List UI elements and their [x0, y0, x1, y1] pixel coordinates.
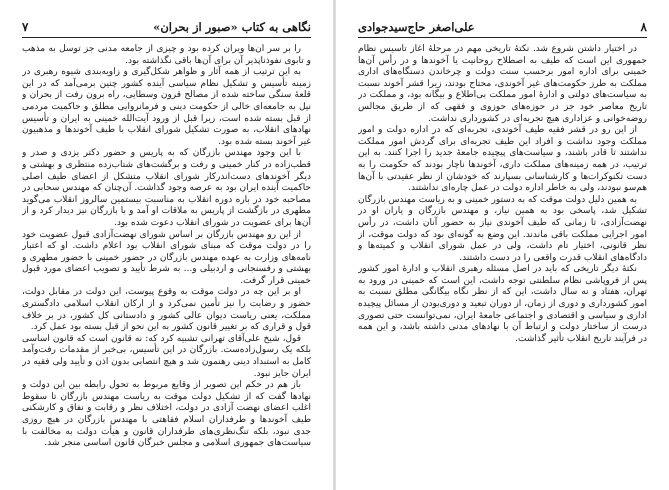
paragraph: به این ترتیب از همه آثار و ظواهر شکل‌گیری و زاویه‌بندی شیوه رهبری در زمینه تأسیس و تشکیل نظام سیاسی آینده کشور چنین برمی‌آمد که در این قلعهٔ سنگی ساخته شده از مصالح قرون وسطایی، راه برون رفت از بحران و نیل به جامعه‌ای خالی از حکومت دینی و فرمانروایی مطلق و حاکمیت مردمی از قبل بسته شده است، زیرا قبل از ورود آیت‌الله خمینی به ایران و تأسیس نهادهای انقلاب، به صورت تشکیل شورای انقلاب با طیف آخوندها و مذهبیون غیر آخوند بسته شده بود. — [22, 67, 311, 147]
paragraph: از این رو در قشر فقیه طیف آخوندی، تجربه‌ای که در اداره دولت و امور مملکت وجود نداشت و افراد این طیف تجربه‌ای برای گردش امور مملکت نداشتند تا قادر باشند، و سیاست‌های پیچیده جامعهٔ جدید را اجرا کنند. به این ترتیب، در همه زمینه‌های مملکت داری، آخوندها ناچار بودند که حکومت را به دست تکنوکرات‌ها و کارشناسانی بسپارند که خودشان از نظر عقیدتی با آن‌ها هم‌سو نبودند، ولی به خاطر اداره دولت در عمل چاره‌ای نداشتند. — [358, 125, 647, 194]
paragraph: نکتهٔ دیگر تاریخی که باید در اصل مسئله رهبری انقلاب و ادارهٔ امور کشور پس از فروپاشی نظام سلطنتی توجه داشت، این است که خمینی در ورود به تهران، هفتاد و نه سال داشت، این که از نظر نگاه بیگانگی مطلق نسبت به امور کشورداری و دوری از زمان، از دوران تبعید و دوری‌بودن از مسائل پیچیده اداری و سیاسی و اقتصادی و اجتماعی جامعهٔ ایران، نمی‌توانست حتی تصوری درست از ساختار دولت و ارتباط آن با نهادهای مدنی داشته باشد، و این همه در فرآیند تاریخ انقلاب تأثیر گذاشت. — [358, 264, 647, 344]
paragraph: را بر سر آن‌ها ویران کرده بود و چیزی از جامعه مدنی جز توسل به مذهب و تابوی نفوذناپذیر آن برای آن‌ها باقی نگذاشته بود. — [22, 44, 311, 66]
paragraph: به همین دلیل دولت موقت که به دستور خمینی و به ریاست مهندس بازرگان تشکیل شد، پاسخی بود به همین نیاز، و مهندس بازرگان و یاران او در نهضت‌آزادی، تا زمانی که طیف آخوندی نیاز به حضور آنان داشت، در رأس امور اجرایی مملکت باقی ماندند. این وضع به گونه‌ای بود که دولت موقت، از نظر قانونی، اختیار تام داشت، ولی در عمل شورای انقلاب و کمیته‌ها و دادگاه‌های انقلاب قدرت واقعی را در دست داشتند. — [358, 194, 647, 263]
page-number: ۸ — [640, 20, 647, 34]
running-title: نگاهی به کتاب «صبور از بحران» — [153, 20, 311, 34]
right-page-body — [358, 44, 647, 484]
paragraph: او بر این چه در دولت موقت به وقوع پیوست، این دولت در مقابل دولت، حضور و رضایت را نیز تأمین نمی‌کرد و از ارکان انقلاب اسلامی دادگستری مملکت، یعنی ریاست دیوان عالی کشور و دادستانی کل کشور، در بر خلاف قول و قراری که بر تغییر قانون کشور به این نحو از قبل بسته بود عمل کرد. — [22, 287, 311, 333]
paragraph: با این وجود مهندس بازرگان که به پاریس و حضور دکتر یزدی و صدر و قطب‌زاده در کنار خمینی و رفت و برگشت‌های شتاب‌زده منتظری و بهشتی و دیگر آخوندهای دست‌اندرکار شورای انقلاب متشکل از اعضای طیف اصلی حاکمیت آینده ایران بود به عرصه وجود گذاشت. آن‌چنان که مهندس سحابی در مصاحبه خود در باره دوره انقلاب به مناسبت بیستمین سالروز انقلاب می‌گوید مطهری در بازگشت از پاریس به ملاقات او آمد و با بازرگان نیز دیدار کرد و از آن‌ها برای عضویت در شورای انقلاب دعوت شده بود. — [22, 148, 311, 228]
paragraph: باز هم در حکم این تصویر از وقایع مربوط به تحول رابطه بین این دولت و نهادها گفت که از تشکیل دولت موقت به ریاست مهندس بازرگان تا سقوط اغلب اعضای نهضت آزادی در دولت، اختلاف نظر و رقابت و نفاق و کارشکنی طیف آخوندها و طرفداران اسلام فقاهتی با مهندس بازرگان در هیچ روزی جدی نبود، بلکه تنگ‌نظری‌های طرفداران قانون و هیأت دولت به مخالفت با سیاست‌های جمهوری اسلامی و مجلس خبرگان قانون اساسی منجر شد. — [22, 380, 311, 449]
left-page — [0, 0, 333, 490]
page-number: ۷ — [22, 20, 29, 34]
left-page-body — [22, 44, 311, 484]
paragraph: در اختیار داشتن شروع شد. نکتهٔ تاریخی مهم در مرحلهٔ آغاز تأسیس نظام جمهوری این است که طیف به اصطلاح روحانیت یا آخوندها و در رأس آن‌ها خمینی برای اداره امور برحسب سنت دولت و چرخاندن دستگاه‌های اداری مملکت به طرز حکومت‌های غیر آخوندی، محتاج بودند، زیرا قشر آخوند نسبت به سیاست‌های دولتی و ادارهٔ امور مملکت بی‌اطلاع و بیگانه بود، و مملکت در تاریخ معاصر خود جز در حوزه‌های حوزوی و فقهی که از طریق مجالس روضه‌خوانی و عزاداری هیچ تجربه‌ای در کشورداری نداشت. — [358, 44, 647, 124]
running-title: علی‌اصغر حاج‌سیدجوادی — [358, 20, 475, 34]
paragraph: قول، شیخ علی‌آقای تهرانی تشبیه‌ کرد که: نه قانون است که قانون اساسی بلکه یک رسول‌زاده‌ست. بازرگان در این تأسیس، بی‌خبر از مقدمات رفت‌وآمد کامل به استبداد دینی رهنمون شد و هیچ انتصابی بدون اذن و تأیید ولی فقیه در ایران جایز نبود. — [22, 333, 311, 379]
paragraph: از این رو مهندس بازرگان بر اساس شورای نهضت‌آزادی قبول عضویت خود را در دولت موقت که مبنای شورای انقلاب بود اعلام داشت. او که اعتبار نامه‌های وزارت به عهده مهندس بازرگان در حضور خمینی با حضور مطهری و بهشتی و رفسنجانی و اردبیلی و... به شرط تأیید و تصویب اعضای مورد قبول خمینی قرار گرفت. — [22, 229, 311, 286]
right-page — [336, 0, 669, 490]
right-page-header — [358, 16, 647, 38]
left-page-header — [22, 16, 311, 38]
